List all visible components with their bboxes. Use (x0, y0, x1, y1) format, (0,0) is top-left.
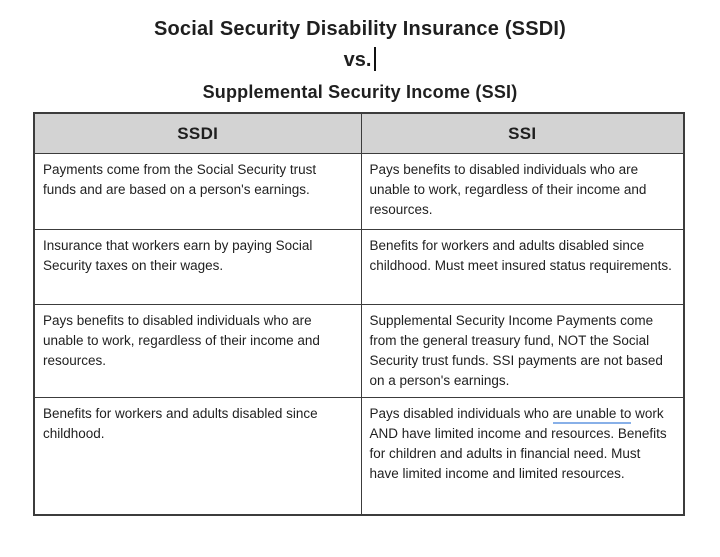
document-title-line3[interactable]: Supplemental Security Income (SSI) (202, 82, 518, 102)
cell-ssdi-row1[interactable]: Payments come from the Social Security trust funds and are based on a person's earnings. (34, 154, 361, 230)
cell-ssi-row3[interactable]: Supplemental Security Income Payments come from the general treasury fund, NOT the Social Security trust funds. SSI payments are not based on a person's earnings. (361, 305, 684, 398)
vs-text: vs. (343, 49, 372, 71)
cell-ssdi-row3[interactable]: Pays benefits to disabled individuals who are unable to work, regardless of their income and resources. (34, 305, 361, 398)
cell-ssi-row2[interactable]: Benefits for workers and adults disabled since childhood. Must meet insured status requirements. (361, 230, 684, 305)
cell-ssi-row4[interactable] (361, 398, 684, 516)
comparison-table (33, 112, 685, 516)
document-title-line1[interactable]: Social Security Disability Insurance (SSDI) (153, 18, 567, 40)
document-title-line2[interactable] (0, 47, 720, 73)
cell-ssi-row1[interactable]: Pays benefits to disabled individuals who are unable to work, regardless of their income and resources. (361, 154, 684, 230)
cell-text-segment: work AND have limited income and resources. Benefits for children and adults in financial need. Must have limited income and limited resources. (369, 406, 667, 481)
cell-ssdi-row2[interactable]: Insurance that workers earn by paying Social Security taxes on their wages. (34, 230, 361, 305)
table-row (34, 398, 684, 516)
table-row (34, 154, 684, 230)
table-row (34, 305, 684, 398)
table-header-row (34, 113, 684, 154)
header-cell-ssi[interactable]: SSI (361, 113, 684, 154)
title-block (0, 0, 720, 104)
text-cursor-caret (374, 47, 376, 71)
cell-ssdi-row4[interactable]: Benefits for workers and adults disabled since childhood. (34, 398, 361, 516)
table-row (34, 230, 684, 305)
grammar-suggestion-underlined-text[interactable]: are unable to (553, 406, 632, 424)
cell-text-segment: Pays disabled individuals who (369, 406, 553, 421)
header-cell-ssdi[interactable]: SSDI (34, 113, 361, 154)
